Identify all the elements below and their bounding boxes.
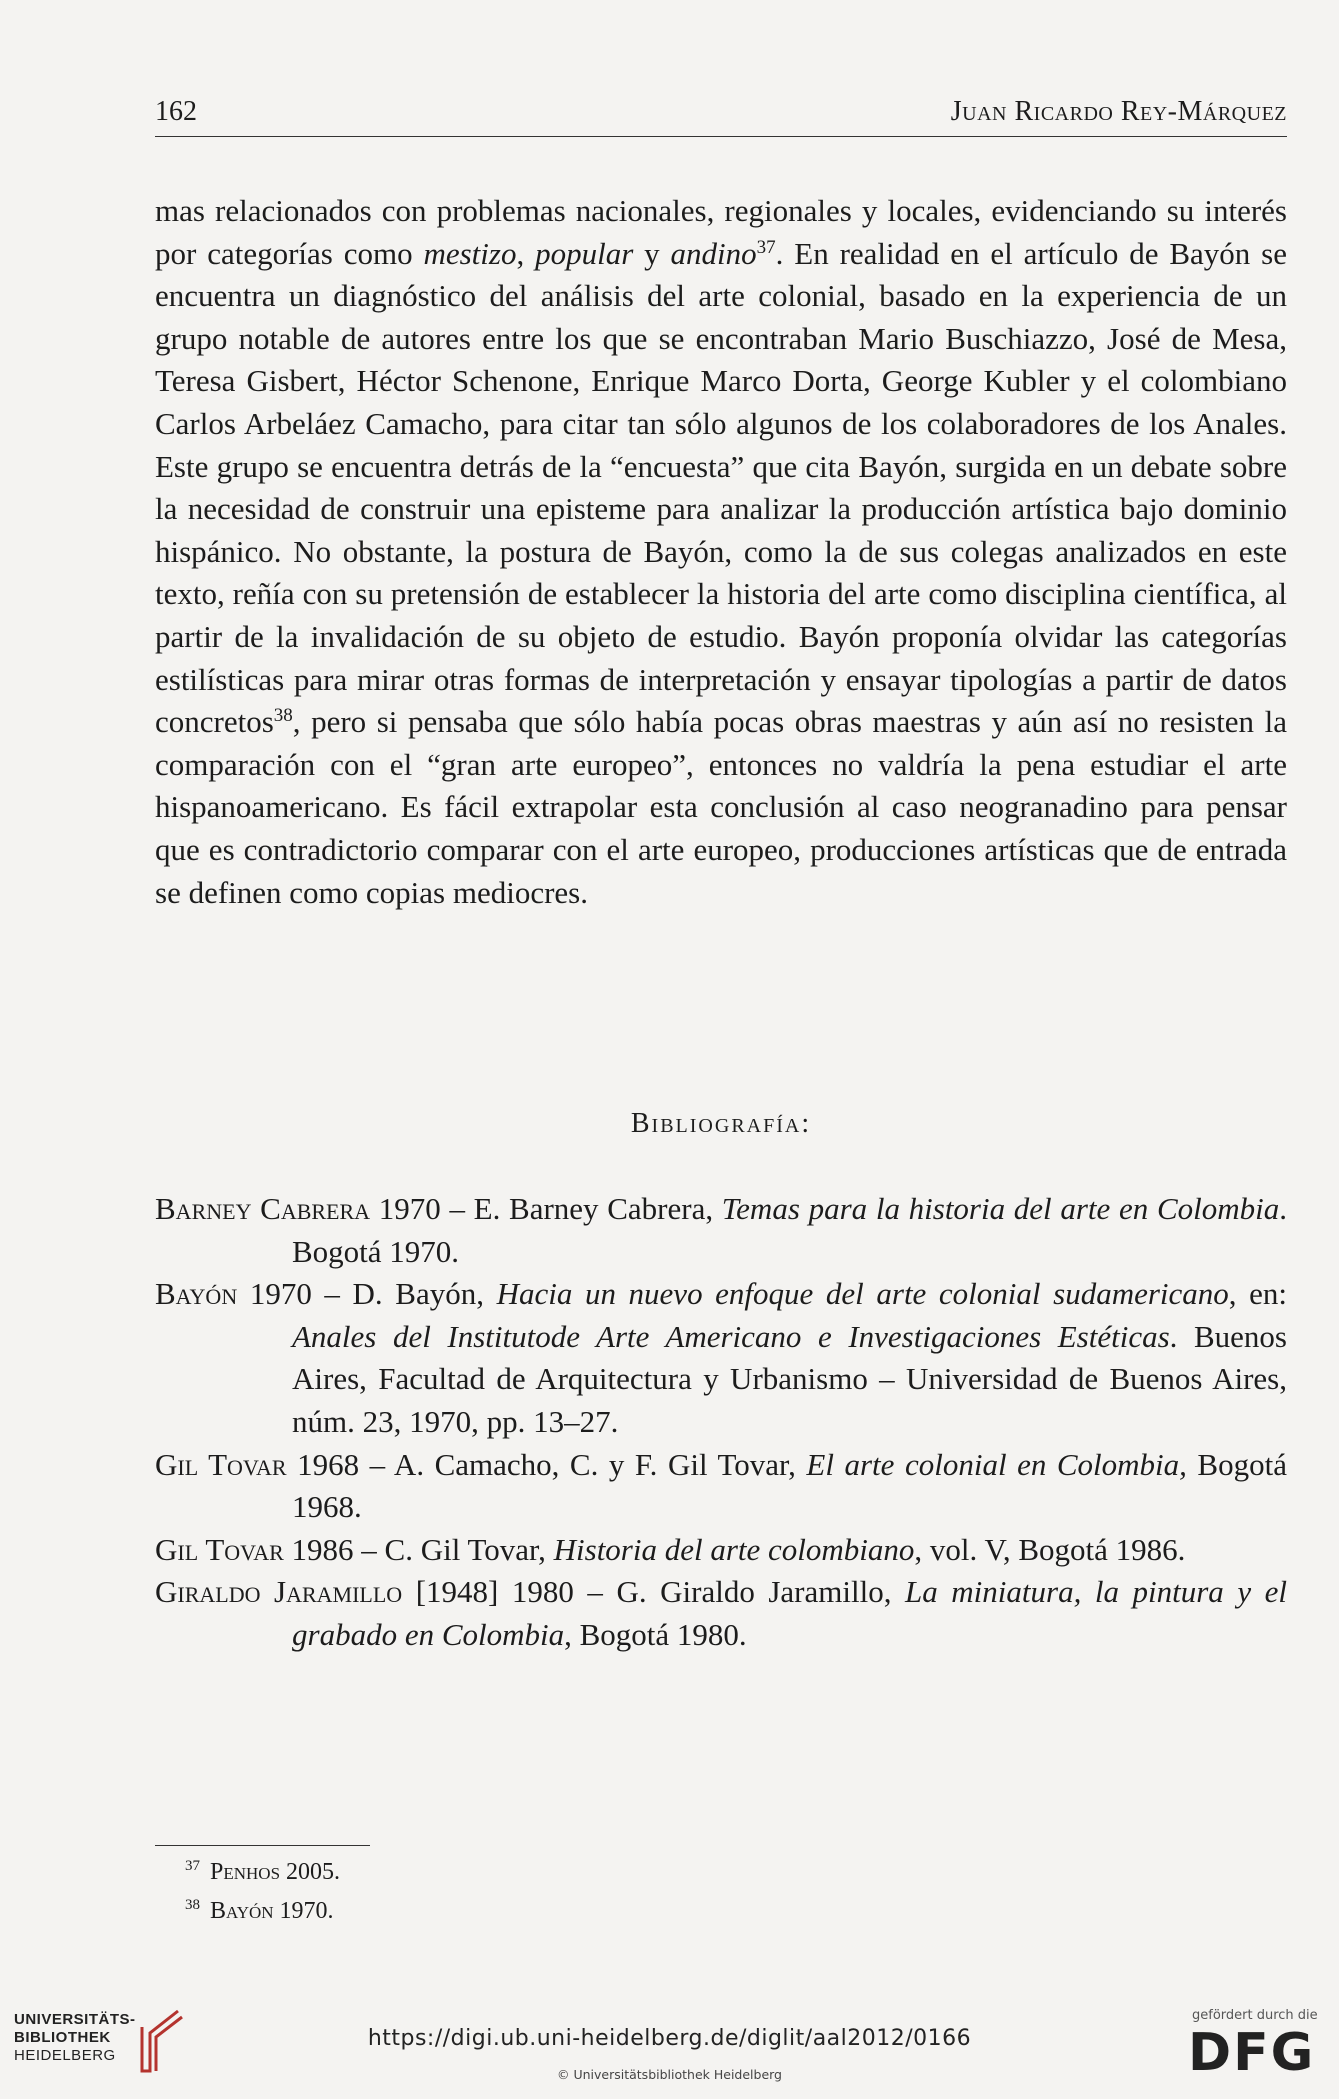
- footnote-text: Bayón 1970.: [210, 1898, 334, 1924]
- permalink-url[interactable]: https://digi.ub.uni-heidelberg.de/diglit/aal2012/0166: [367, 2026, 972, 2051]
- footnote-ref-37[interactable]: 37: [756, 236, 776, 258]
- term-andino: andino: [670, 235, 757, 271]
- bib-entry: Gil Tovar 1986 – C. Gil Tovar, Historia del arte colombiano, vol. V, Bogotá 1986.: [155, 1531, 1186, 1567]
- footnote-number: 38: [185, 1897, 200, 1913]
- footnote-37: [185, 1850, 340, 1889]
- term-mestizo: mestizo: [423, 235, 517, 271]
- body-text: [155, 190, 1287, 914]
- bib-entry: Barney Cabrera 1970 – E. Barney Cabrera, Temas para la historia del arte en Colombia. Bogotá 1970.: [155, 1191, 1287, 1269]
- page-header: [155, 96, 1287, 137]
- bibliography-list: [155, 1188, 1287, 1657]
- footnote-number: 37: [185, 1858, 200, 1874]
- funding-note: gefördert durch die: [1192, 2008, 1318, 2023]
- copyright-text: © Universitätsbibliothek Heidelberg: [556, 2067, 782, 2082]
- footnote-divider: [155, 1845, 370, 1846]
- digitization-footer: [0, 1985, 1339, 2099]
- footnote-ref-38[interactable]: 38: [273, 705, 293, 727]
- library-logo[interactable]: UNIVERSITÄTS- BIBLIOTHEK HEIDELBERG: [14, 2011, 136, 2064]
- bib-entry: Giraldo Jaramillo [1948] 1980 – G. Giraldo Jaramillo, La miniatura, la pintura y el grabado en Colombia, Bogotá 1980.: [155, 1574, 1287, 1652]
- bibliography-heading: Bibliografía:: [630, 1108, 812, 1139]
- bib-entry: Gil Tovar 1968 – A. Camacho, C. y F. Gil Tovar, El arte colonial en Colombia, Bogotá 1968.: [155, 1446, 1287, 1525]
- page-number: 162: [155, 96, 197, 127]
- term-popular: popular: [535, 235, 634, 271]
- bib-entry: Bayón 1970 – D. Bayón, Hacia un nuevo enfoque del arte colonial sudamericano, en: Anales del Institutode Arte Americano e Investigaciones Estéticas. Buenos Aires, Facultad de Arquitectura y Urbanismo – Universidad de Buenos Aires, núm. 23, 1970, pp. 13–27.: [155, 1276, 1288, 1439]
- footnote-38: [185, 1889, 340, 1928]
- dfg-logo: DFG: [1188, 2023, 1316, 2083]
- footnotes: [185, 1850, 340, 1928]
- body-paragraph: mas relacionados con problemas nacionales, regionales y locales, evidenciando su interés por categorías como mestizo, popular y andino$^{37}$. En realidad en el artículo de Bayón se encuentra un diagnóstico del análisis del arte colonial, basado en la experiencia de un grupo notable de autores entre los que se encontraban Mario Buschiazzo, José de Mesa, Teresa Gisbert, Héctor Schenone, Enrique Marco Dorta, George Kubler y el colombiano Carlos Arbeláez Camacho, para citar tan sólo algunos de los colaboradores de los Anales. Este grupo se encuentra detrás de la “encuesta” que cita Bayón, surgida en un debate sobre la necesidad de construir una episteme para analizar la producción artística bajo dominio hispánico. No obstante, la postura de Bayón, como la de sus colegas analizados en este texto, reñía con su pretensión de establecer la historia del arte como disciplina científica, al partir de la invalidación de su objeto de estudio. Bayón proponía olvidar las categorías estilísticas para mirar otras formas de interpretación y ensayar tipologías a partir de datos concretos$^{38}$, pero si pensaba que sólo había pocas obras maestras y aún así no resisten la comparación con el “gran arte europeo”, entonces no valdría la pena estudiar el arte hispanoamericano. Es fácil extrapolar esta conclusión al caso neogranadino para pensar que es contradictorio comparar con el arte europeo, producciones artísticas que de entrada se definen como copias mediocres.: [155, 193, 1287, 910]
- footnote-text: Penhos 2005.: [210, 1859, 341, 1885]
- running-title: Juan Ricardo Rey-Márquez: [950, 96, 1287, 127]
